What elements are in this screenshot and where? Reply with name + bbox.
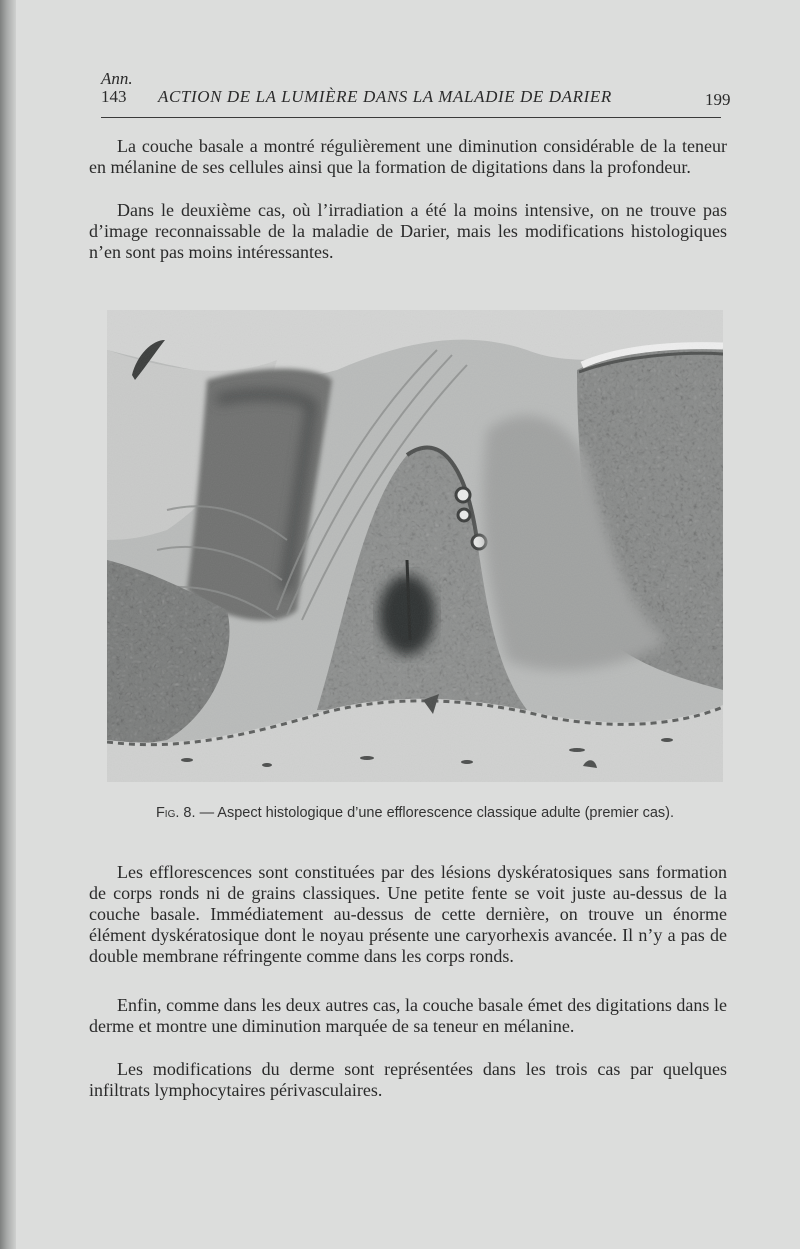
volume-number: 143 [101, 87, 127, 106]
figure-caption [107, 804, 723, 822]
book-spine-shadow [0, 0, 16, 1249]
paragraph: Dans le deuxième cas, où l’irradiation a été la moins intensive, on ne trouve pas d’image reconnaissable de la maladie de Darier, mais les modifications histologiques n’en sont pas moins intéressantes. [89, 200, 727, 262]
paragraph: Les efflorescences sont constituées par des lésions dyskératosiques sans formation de corps ronds ni de grains classiques. Une petite fente se voit juste au-dessus de la couche basale. Immédiatement au-dessus de cette dernière, on trouve un énorme élément dyskératosique dont le noyau présente une caryorhexis avancée. Il n’y a pas de double membrane réfringente comme dans les corps ronds. [89, 862, 727, 966]
paragraph: La couche basale a montré régulièrement une diminution considérable de la teneur en mélanine de ses cellules ainsi que la formation de digitations dans la profondeur. [89, 136, 727, 177]
running-title: ACTION DE LA LUMIÈRE DANS LA MALADIE DE DARIER [158, 87, 612, 106]
header-rule [101, 117, 721, 118]
page-number: 199 [705, 90, 731, 109]
figure-label: Fig. 8. [155, 805, 196, 821]
figure-caption-text: — Aspect histologique d’une efflorescence classique adulte (premier cas). [199, 805, 675, 821]
paragraph: Les modifications du derme sont représentées dans les trois cas par quelques infiltrats lymphocytaires périvasculaires. [89, 1059, 727, 1100]
histology-photograph [107, 310, 723, 782]
journal-abbreviation: Ann. [101, 69, 133, 88]
paragraph: Enfin, comme dans les deux autres cas, la couche basale émet des digitations dans le derme et montre une diminution marquée de sa teneur en mélanine. [89, 995, 727, 1036]
